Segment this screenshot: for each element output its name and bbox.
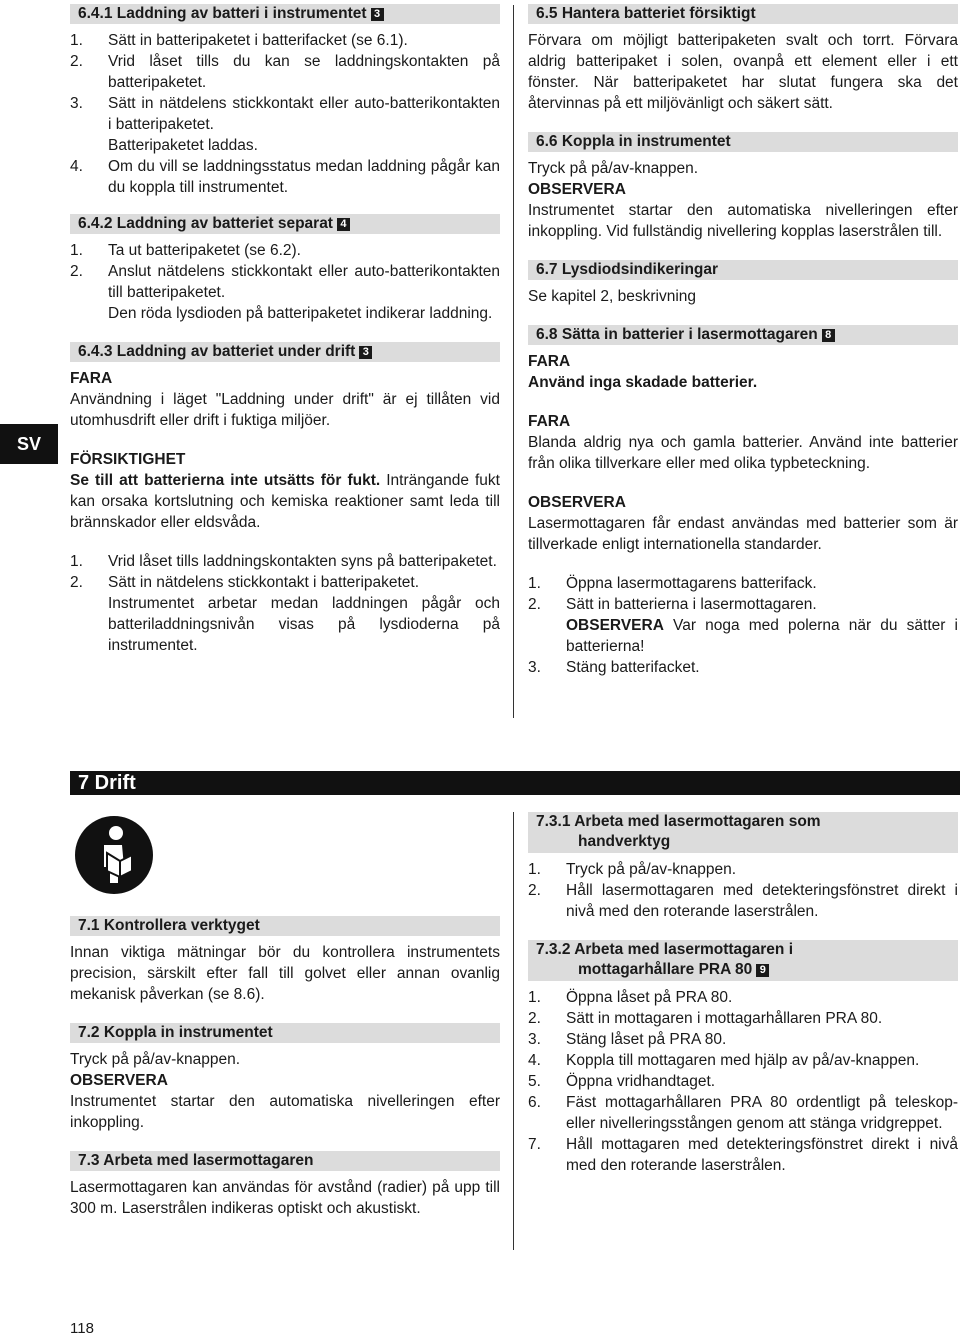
top-left-column [70,4,500,656]
note-label: OBSERVERA [70,1072,168,1089]
paragraph: Förvara om möjligt batteripaketen svalt och torrt. Förvara aldrig batteripaket i solen, ovanpå ett element eller i ett fönster. När batteripaketet har slutat fungera ska det återvinnas på ett miljövänligt och säkert sätt. [528,32,958,112]
list-item: 1. Tryck på på/av-knappen. [528,861,737,878]
list-item: 1. Öppna lasermottagarens batterifack. [528,575,817,592]
list-item: 6. Fäst mottagarhållaren PRA 80 ordentligt på teleskop- eller nivelleringsstången genom att stänga vridgreppet. [528,1094,958,1132]
list-item: 4. Om du vill se laddningsstatus medan laddning pågår kan du koppla till instrumentet. [70,158,500,196]
section-heading-6-8: 6.8 Sätta in batterier i lasermottagaren 8 [528,325,958,345]
column-divider-top [513,5,514,718]
step-note: Den röda lysdioden på batteripaketet indikerar laddning. [108,305,493,322]
note-text: Instrumentet startar den automatiska nivelleringen efter inkoppling. Vid fullständig nivellering kopplas laserstrålen till. [528,202,958,240]
steps-6-4-1 [70,30,500,198]
figure-badge: 8 [822,329,835,342]
page-number: 118 [70,1320,94,1337]
figure-badge: 4 [337,218,350,231]
paragraph: Se kapitel 2, beskrivning [528,288,697,305]
steps-7-3-2 [528,987,958,1176]
note-label: OBSERVERA [528,494,626,511]
column-divider-bottom [513,812,514,1250]
section-heading-6-7: 6.7 Lysdiodsindikeringar [528,260,958,280]
danger-label: FARA [528,353,571,370]
section-heading-7-3-2: 7.3.2 Arbeta med lasermottagaren i mottagarhållare PRA 80 9 [528,940,958,981]
steps-6-8 [528,573,958,678]
danger-label: FARA [528,413,571,430]
section-heading-6-6: 6.6 Koppla in instrumentet [528,132,958,152]
danger-text: Användning i läget "Laddning under drift" är ej tillåten vid utomhusdrift eller drift i fuktiga miljöer. [70,391,500,429]
section-heading-6-4-2: 6.4.2 Laddning av batteriet separat 4 [70,214,500,234]
steps-6-4-2 [70,240,500,324]
step-note: Batteripaketet laddas. [108,137,258,154]
figure-badge: 9 [756,964,769,977]
figure-badge: 3 [371,8,384,21]
section-heading-7-3: 7.3 Arbeta med lasermottagaren [70,1151,500,1171]
section-heading-6-5: 6.5 Hantera batteriet försiktigt [528,4,958,24]
note-label: OBSERVERA [566,617,664,634]
list-item: 2. Håll lasermottagaren med detekteringsfönstret direkt i nivå med den roterande laserstrålen. [528,882,958,920]
section-heading-7-3-1: 7.3.1 Arbeta med lasermottagaren som handverktyg [528,812,958,853]
danger-text: Blanda aldrig nya och gamla batterier. Använd inte batterier från olika tillverkare eller med olika typbeteckning. [528,434,958,472]
list-item: 2. Sätt in mottagaren i mottagarhållaren PRA 80. [528,1010,883,1027]
danger-text: Använd inga skadade batterier. [528,374,758,391]
figure-badge: 3 [359,346,372,359]
chapter-heading: 7 Drift [70,771,960,795]
list-item: 2. Anslut nätdelens stickkontakt eller auto-batterikontakten till batteripaketet. Den röda lysdioden på batteripaketet indikerar laddning. [70,263,500,322]
list-item: 2. Vrid låset tills du kan se laddningskontakten på batteripaketet. [70,53,500,91]
list-item: 4. Koppla till mottagaren med hjälp av på/av-knappen. [528,1052,920,1069]
section-heading-7-2: 7.2 Koppla in instrumentet [70,1023,500,1043]
note-text: Instrumentet startar den automatiska nivelleringen efter inkoppling. [70,1093,500,1131]
paragraph: Tryck på på/av-knappen. [70,1051,241,1068]
list-item: 2. Sätt in nätdelens stickkontakt i batteripaketet. Instrumentet arbetar medan laddningen pågår och batteriladdningsnivån visas på lysdioderna på instrumentet. [70,574,500,654]
danger-label: FARA [70,370,113,387]
list-item: 1. Sätt in batteripaketet i batterifacket (se 6.1). [70,32,408,49]
section-heading-6-4-1: 6.4.1 Laddning av batteri i instrumentet 3 [70,4,500,24]
paragraph: Tryck på på/av-knappen. [528,160,699,177]
list-item: 2. Sätt in batterierna i lasermottagaren. OBSERVERA Var noga med polerna när du sätter i batterierna! [528,596,958,655]
paragraph: Lasermottagaren kan användas för avstånd (radier) på upp till 300 m. Laserstrålen indikeras optiskt och akustiskt. [70,1179,500,1217]
list-item: 5. Öppna vridhandtaget. [528,1073,716,1090]
list-item: 3. Stäng låset på PRA 80. [528,1031,727,1048]
list-item: 7. Håll mottagaren med detekteringsfönstret direkt i nivå med den roterande laserstrålen. [528,1136,958,1174]
list-item: 1. Öppna låset på PRA 80. [528,989,733,1006]
list-item: 3. Sätt in nätdelens stickkontakt eller auto-batterikontakten i batteripaketet. Batteripaketet laddas. [70,95,500,154]
paragraph: Innan viktiga mätningar bör du kontrollera instrumentets precision, särskilt efter fall till golvet eller annan ovanlig mekanisk påverkan (se 8.6). [70,944,500,1003]
note-label: OBSERVERA [528,181,626,198]
list-item: 1. Vrid låset tills laddningskontakten syns på batteripaketet. [70,553,497,570]
note-text: Lasermottagaren får endast användas med batterier som är tillverkade enligt internationella standarder. [528,515,958,553]
chapter-left-column [70,916,500,1219]
step-note: Instrumentet arbetar medan laddningen pågår och batteriladdningsnivån visas på lysdioderna på instrumentet. [108,595,500,654]
top-right-column [528,4,958,678]
manual-reading-icon [74,815,154,895]
steps-7-3-1 [528,859,958,922]
chapter-right-column [528,812,958,1176]
steps-6-4-3 [70,551,500,656]
section-heading-6-4-3: 6.4.3 Laddning av batteriet under drift 3 [70,342,500,362]
section-heading-7-1: 7.1 Kontrollera verktyget [70,916,500,936]
list-item: 3. Stäng batterifacket. [528,659,700,676]
caution-label: FÖRSIKTIGHET [70,451,186,468]
language-tab: SV [0,424,58,464]
caution-text: Se till att batterierna inte utsätts för fukt. Inträngande fukt kan orsaka kortslutning och kemiska reaktioner samt leda till brännskador eller eldsvåda. [70,472,500,531]
list-item: 1. Ta ut batteripaketet (se 6.2). [70,242,301,259]
